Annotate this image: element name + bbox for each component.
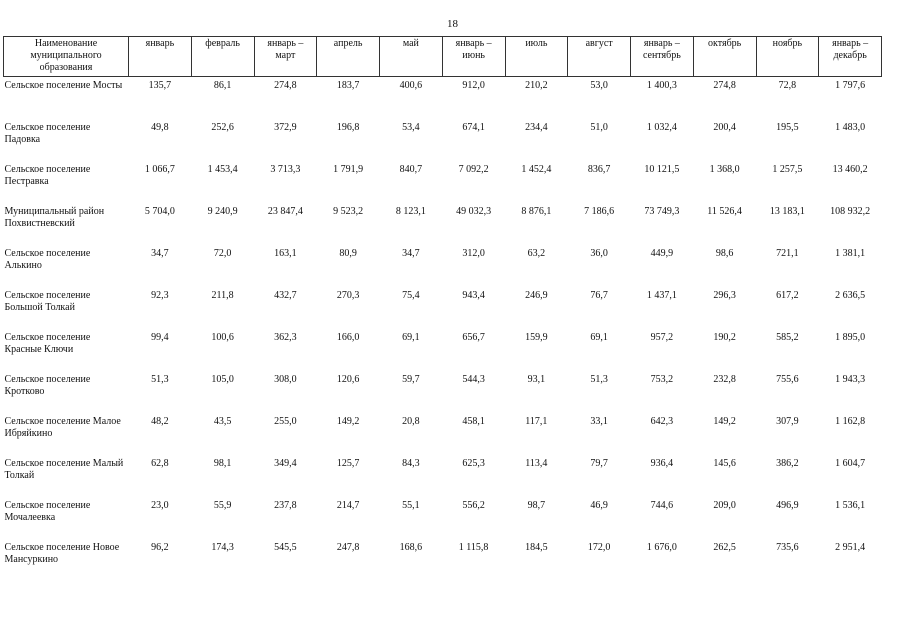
table-cell: 168,6 — [399, 541, 423, 553]
table-cell: 20,8 — [402, 415, 420, 427]
row-name: Сельское поселение Красные Ключи — [4, 331, 91, 355]
table-row — [4, 539, 882, 581]
table-cell: 120,6 — [336, 373, 360, 385]
table-cell: 9 523,2 — [333, 205, 364, 217]
table-cell: 262,5 — [713, 541, 736, 553]
table-cell: 270,3 — [336, 289, 360, 301]
table-header — [4, 37, 882, 77]
table-cell: 585,2 — [776, 331, 799, 343]
table-cell: 117,1 — [525, 415, 548, 427]
table-cell: 7 092,2 — [458, 163, 489, 175]
table-cell: 63,2 — [527, 247, 546, 259]
row-name: Сельское поселение Пестравка — [4, 163, 91, 187]
table-cell: 76,7 — [590, 289, 608, 301]
table-cell: 556,2 — [462, 499, 485, 511]
table-cell: 1 381,1 — [835, 247, 866, 259]
column-header: апрель — [317, 37, 380, 77]
table-cell: 11 526,4 — [707, 205, 742, 217]
table-cell: 458,1 — [462, 415, 485, 427]
column-header-name: Наименование муниципального образования — [4, 37, 129, 77]
table-cell: 145,6 — [713, 457, 736, 469]
table-cell: 72,0 — [213, 247, 232, 259]
table-cell: 1 895,0 — [835, 331, 866, 343]
table-cell: 33,1 — [590, 415, 608, 427]
table-cell: 1 536,1 — [835, 499, 866, 511]
table-cell: 211,8 — [211, 289, 234, 301]
table-cell: 84,3 — [402, 457, 420, 469]
table-cell: 1 453,4 — [207, 163, 238, 175]
table-cell: 53,4 — [402, 121, 420, 133]
table-cell: 274,8 — [713, 80, 736, 91]
table-cell: 912,0 — [462, 80, 485, 91]
table-cell: 735,6 — [776, 541, 799, 553]
table-cell: 2 636,5 — [835, 289, 866, 301]
table-cell: 1 400,3 — [646, 80, 677, 91]
table-cell: 744,6 — [650, 499, 674, 511]
table-cell: 183,7 — [336, 80, 360, 91]
table-cell: 73 749,3 — [644, 205, 680, 217]
table-cell: 943,4 — [462, 289, 485, 301]
table-cell: 656,7 — [462, 331, 485, 343]
table-cell: 234,4 — [525, 121, 548, 133]
table-cell: 69,1 — [590, 331, 608, 343]
table-cell: 195,5 — [776, 121, 799, 133]
table-cell: 1 368,0 — [709, 163, 740, 175]
table-cell: 23,0 — [151, 499, 169, 511]
table-cell: 49,8 — [151, 121, 169, 133]
row-name: Сельское поселение Мочалеевка — [4, 499, 91, 523]
table-cell: 9 240,9 — [207, 205, 238, 217]
table-cell: 840,7 — [399, 163, 423, 175]
table-cell: 214,7 — [336, 499, 360, 511]
table-cell: 362,3 — [274, 331, 297, 343]
row-name: Сельское поселение Кротково — [4, 373, 91, 397]
table-cell: 135,7 — [148, 80, 172, 91]
table-cell: 312,0 — [462, 247, 485, 259]
table-row — [4, 161, 882, 203]
column-header: январь – сентябрь — [631, 37, 694, 77]
table-cell: 1 452,4 — [521, 163, 552, 175]
table-cell: 166,0 — [336, 331, 360, 343]
table-cell: 196,8 — [336, 121, 360, 133]
table-cell: 1 032,4 — [646, 121, 677, 133]
table-cell: 49 032,3 — [456, 205, 492, 217]
page-number: 18 — [447, 18, 458, 30]
table-cell: 69,1 — [402, 331, 420, 343]
table-cell: 252,6 — [211, 121, 234, 133]
table-cell: 232,8 — [713, 373, 736, 385]
table-cell: 62,8 — [151, 457, 169, 469]
table-cell: 674,1 — [462, 121, 485, 133]
table-cell: 957,2 — [650, 331, 674, 343]
table-cell: 92,3 — [151, 289, 169, 301]
table-cell: 113,4 — [525, 457, 548, 469]
table-cell: 1 604,7 — [835, 457, 866, 469]
table-cell: 307,9 — [776, 415, 799, 427]
table-row — [4, 455, 882, 497]
data-table — [3, 36, 882, 581]
table-cell: 163,1 — [274, 247, 297, 259]
header-row — [4, 37, 882, 77]
table-cell: 34,7 — [402, 247, 420, 259]
column-header: январь — [129, 37, 192, 77]
table-cell: 209,0 — [713, 499, 736, 511]
table-cell: 496,9 — [776, 499, 799, 511]
table-cell: 545,5 — [274, 541, 297, 553]
table-cell: 98,6 — [715, 247, 734, 259]
table-cell: 5 704,0 — [144, 205, 175, 217]
table-cell: 625,3 — [462, 457, 485, 469]
column-header: октябрь — [693, 37, 756, 77]
table-cell: 99,4 — [151, 331, 169, 343]
table-row — [4, 245, 882, 287]
table-cell: 75,4 — [402, 289, 420, 301]
table-cell: 51,3 — [151, 373, 169, 385]
table-cell: 190,2 — [713, 331, 736, 343]
table-cell: 386,2 — [776, 457, 799, 469]
column-header: май — [380, 37, 443, 77]
table-cell: 98,7 — [527, 499, 546, 511]
table-cell: 721,1 — [776, 247, 799, 259]
table-cell: 51,3 — [590, 373, 608, 385]
table-cell: 1 115,8 — [458, 541, 489, 553]
table-cell: 10 121,5 — [644, 163, 680, 175]
column-header: ноябрь — [756, 37, 819, 77]
table-cell: 51,0 — [590, 121, 608, 133]
column-header: июль — [505, 37, 568, 77]
table-cell: 237,8 — [274, 499, 297, 511]
table-cell: 125,7 — [336, 457, 360, 469]
table-cell: 53,0 — [590, 80, 608, 91]
table-cell: 449,9 — [650, 247, 674, 259]
table-cell: 1 437,1 — [646, 289, 677, 301]
table-cell: 1 791,9 — [333, 163, 364, 175]
table-cell: 296,3 — [713, 289, 736, 301]
table-cell: 43,5 — [213, 415, 232, 427]
row-name: Сельское поселение Алькино — [4, 247, 91, 271]
column-header: февраль — [191, 37, 254, 77]
table-cell: 210,2 — [525, 80, 548, 91]
table-cell: 1 257,5 — [772, 163, 803, 175]
table-cell: 544,3 — [462, 373, 485, 385]
table-cell: 98,1 — [213, 457, 232, 469]
table-cell: 1 066,7 — [144, 163, 175, 175]
column-header: январь – июнь — [442, 37, 505, 77]
table-cell: 200,4 — [713, 121, 736, 133]
table-cell: 48,2 — [151, 415, 169, 427]
row-name: Сельское поселение Падовка — [4, 121, 91, 145]
table-cell: 72,8 — [778, 80, 797, 91]
table-cell: 642,3 — [650, 415, 674, 427]
table-row — [4, 371, 882, 413]
table-cell: 1 676,0 — [646, 541, 677, 553]
table-cell: 100,6 — [211, 331, 234, 343]
table-row — [4, 203, 882, 245]
column-header: август — [568, 37, 631, 77]
table-cell: 1 943,3 — [835, 373, 866, 385]
table-cell: 172,0 — [587, 541, 611, 553]
table-cell: 159,9 — [525, 331, 548, 343]
table-body — [4, 77, 882, 581]
row-name: Сельское поселение Мосты — [4, 80, 123, 91]
table-cell: 432,7 — [274, 289, 297, 301]
table-cell: 13 183,1 — [769, 205, 805, 217]
column-header: январь – декабрь — [819, 37, 882, 77]
table-cell: 247,8 — [336, 541, 360, 553]
table-cell: 108 932,2 — [830, 205, 871, 217]
table-row — [4, 329, 882, 371]
table-cell: 1 162,8 — [835, 415, 866, 427]
table-cell: 93,1 — [527, 373, 546, 385]
table-cell: 8 876,1 — [521, 205, 552, 217]
table-cell: 7 186,6 — [584, 205, 615, 217]
table-cell: 46,9 — [590, 499, 608, 511]
table-cell: 936,4 — [650, 457, 674, 469]
table-cell: 174,3 — [211, 541, 234, 553]
table-cell: 184,5 — [525, 541, 548, 553]
table-cell: 79,7 — [590, 457, 608, 469]
table-cell: 105,0 — [211, 373, 234, 385]
row-name: Сельское поселение Большой Толкай — [4, 289, 91, 313]
table-cell: 246,9 — [525, 289, 548, 301]
table-cell: 1 797,6 — [835, 80, 866, 91]
table-cell: 149,2 — [713, 415, 736, 427]
row-name: Муниципальный район Похвистневский — [4, 205, 105, 229]
table-cell: 349,4 — [274, 457, 297, 469]
table-cell: 1 483,0 — [835, 121, 866, 133]
row-name: Сельское поселение Малое Ибряйкино — [4, 415, 121, 439]
table-row — [4, 77, 882, 119]
table-cell: 2 951,4 — [835, 541, 866, 553]
table-cell: 753,2 — [650, 373, 674, 385]
table-cell: 96,2 — [151, 541, 169, 553]
table-cell: 80,9 — [339, 247, 357, 259]
row-name: Сельское поселение Малый Толкай — [4, 457, 124, 481]
table-row — [4, 413, 882, 455]
row-name: Сельское поселение Новое Мансуркино — [4, 541, 120, 565]
table-cell: 13 460,2 — [832, 163, 868, 175]
table-cell: 3 713,3 — [270, 163, 301, 175]
column-header: январь – март — [254, 37, 317, 77]
table-cell: 55,1 — [402, 499, 420, 511]
table-cell: 308,0 — [274, 373, 297, 385]
table-cell: 617,2 — [776, 289, 799, 301]
table-cell: 372,9 — [274, 121, 297, 133]
table-cell: 400,6 — [399, 80, 423, 91]
table-cell: 149,2 — [336, 415, 360, 427]
table-cell: 755,6 — [776, 373, 799, 385]
table-cell: 8 123,1 — [395, 205, 426, 217]
table-row — [4, 119, 882, 161]
table-row — [4, 497, 882, 539]
table-cell: 274,8 — [274, 80, 297, 91]
table-row — [4, 287, 882, 329]
table-cell: 34,7 — [151, 247, 169, 259]
table-cell: 59,7 — [402, 373, 420, 385]
table-cell: 255,0 — [274, 415, 297, 427]
table-cell: 55,9 — [213, 499, 232, 511]
table-cell: 836,7 — [587, 163, 611, 175]
table-cell: 36,0 — [590, 247, 608, 259]
table-cell: 86,1 — [213, 80, 232, 91]
table-cell: 23 847,4 — [267, 205, 303, 217]
